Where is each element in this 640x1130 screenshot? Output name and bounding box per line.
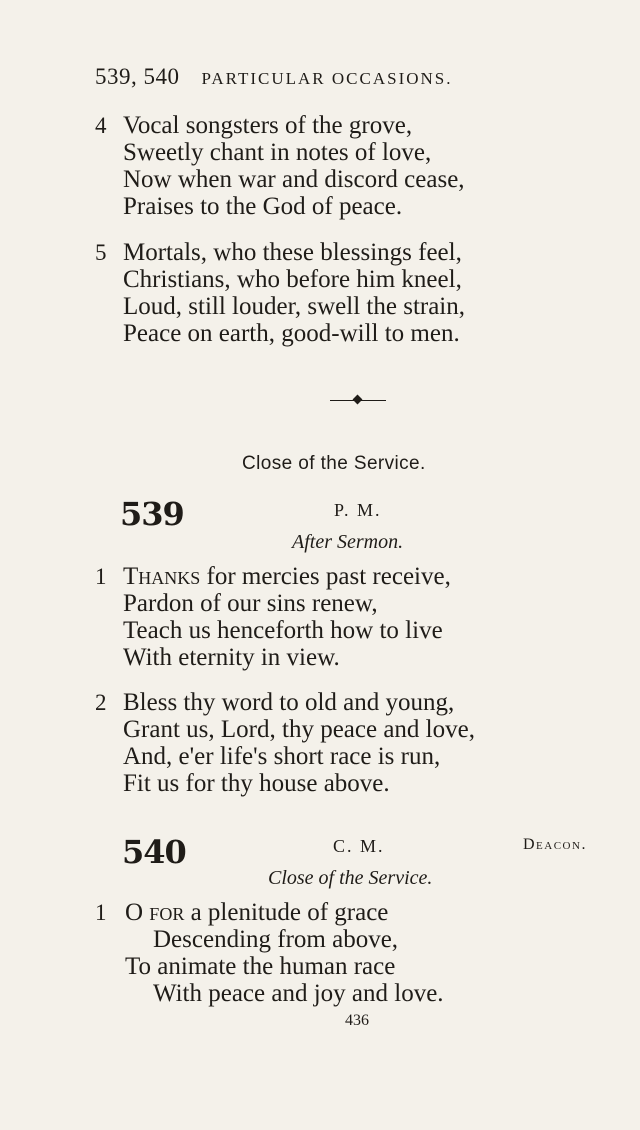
- running-head: [95, 64, 453, 90]
- verse-line: Loud, still louder, swell the strain,: [123, 293, 466, 320]
- verse-line: Mortals, who these blessings feel,: [123, 239, 462, 266]
- hymn-meter: C. M.: [333, 836, 385, 856]
- verse-line: And, e'er life's short race is run,: [123, 743, 441, 770]
- verse-line: Praises to the God of peace.: [123, 193, 403, 220]
- stanza-number: 4: [95, 113, 107, 138]
- ornamental-divider: [330, 393, 386, 407]
- section-heading: Close of the Service.: [242, 453, 426, 474]
- hymn-number: 540: [122, 833, 186, 871]
- stanza-number: 1: [95, 900, 107, 925]
- verse-line: Teach us henceforth how to live: [123, 617, 443, 644]
- verse-line: Christians, who before him kneel,: [123, 266, 462, 293]
- verse-line: With peace and joy and love.: [153, 980, 444, 1007]
- stanza-number: 5: [95, 240, 107, 265]
- first-line-rest: a plenitude of grace: [184, 899, 389, 926]
- first-line-rest: for mercies past receive,: [200, 563, 451, 590]
- hymn-number: 539: [120, 495, 184, 533]
- verse-line: Pardon of our sins renew,: [123, 590, 378, 617]
- stanza-number: 1: [95, 564, 107, 589]
- hymn-subtitle: After Sermon.: [292, 531, 404, 553]
- verse-line: Peace on earth, good-will to men.: [123, 320, 460, 347]
- verse-line: [125, 899, 388, 926]
- stanza-number: 2: [95, 690, 107, 715]
- verse-line: [123, 563, 451, 590]
- hymn-range: 539, 540: [95, 64, 180, 89]
- verse-line: Descending from above,: [153, 926, 399, 953]
- page-number: 436: [345, 1012, 369, 1029]
- first-word: O for: [125, 899, 185, 926]
- tune-name: Deacon.: [523, 836, 587, 853]
- first-word: Thanks: [123, 563, 201, 590]
- verse-line: Vocal songsters of the grove,: [123, 112, 413, 139]
- hymn-meter: P. M.: [334, 500, 382, 520]
- verse-line: Sweetly chant in notes of love,: [123, 139, 432, 166]
- verse-line: Now when war and discord cease,: [123, 166, 465, 193]
- verse-line: Grant us, Lord, thy peace and love,: [123, 716, 475, 743]
- verse-line: With eternity in view.: [123, 644, 340, 671]
- verse-line: Fit us for thy house above.: [123, 770, 390, 797]
- diamond-ornament-icon: [353, 395, 363, 405]
- hymn-subtitle: Close of the Service.: [268, 867, 433, 889]
- running-title: PARTICULAR OCCASIONS.: [201, 69, 453, 88]
- verse-line: Bless thy word to old and young,: [123, 689, 455, 716]
- verse-line: To animate the human race: [125, 953, 396, 980]
